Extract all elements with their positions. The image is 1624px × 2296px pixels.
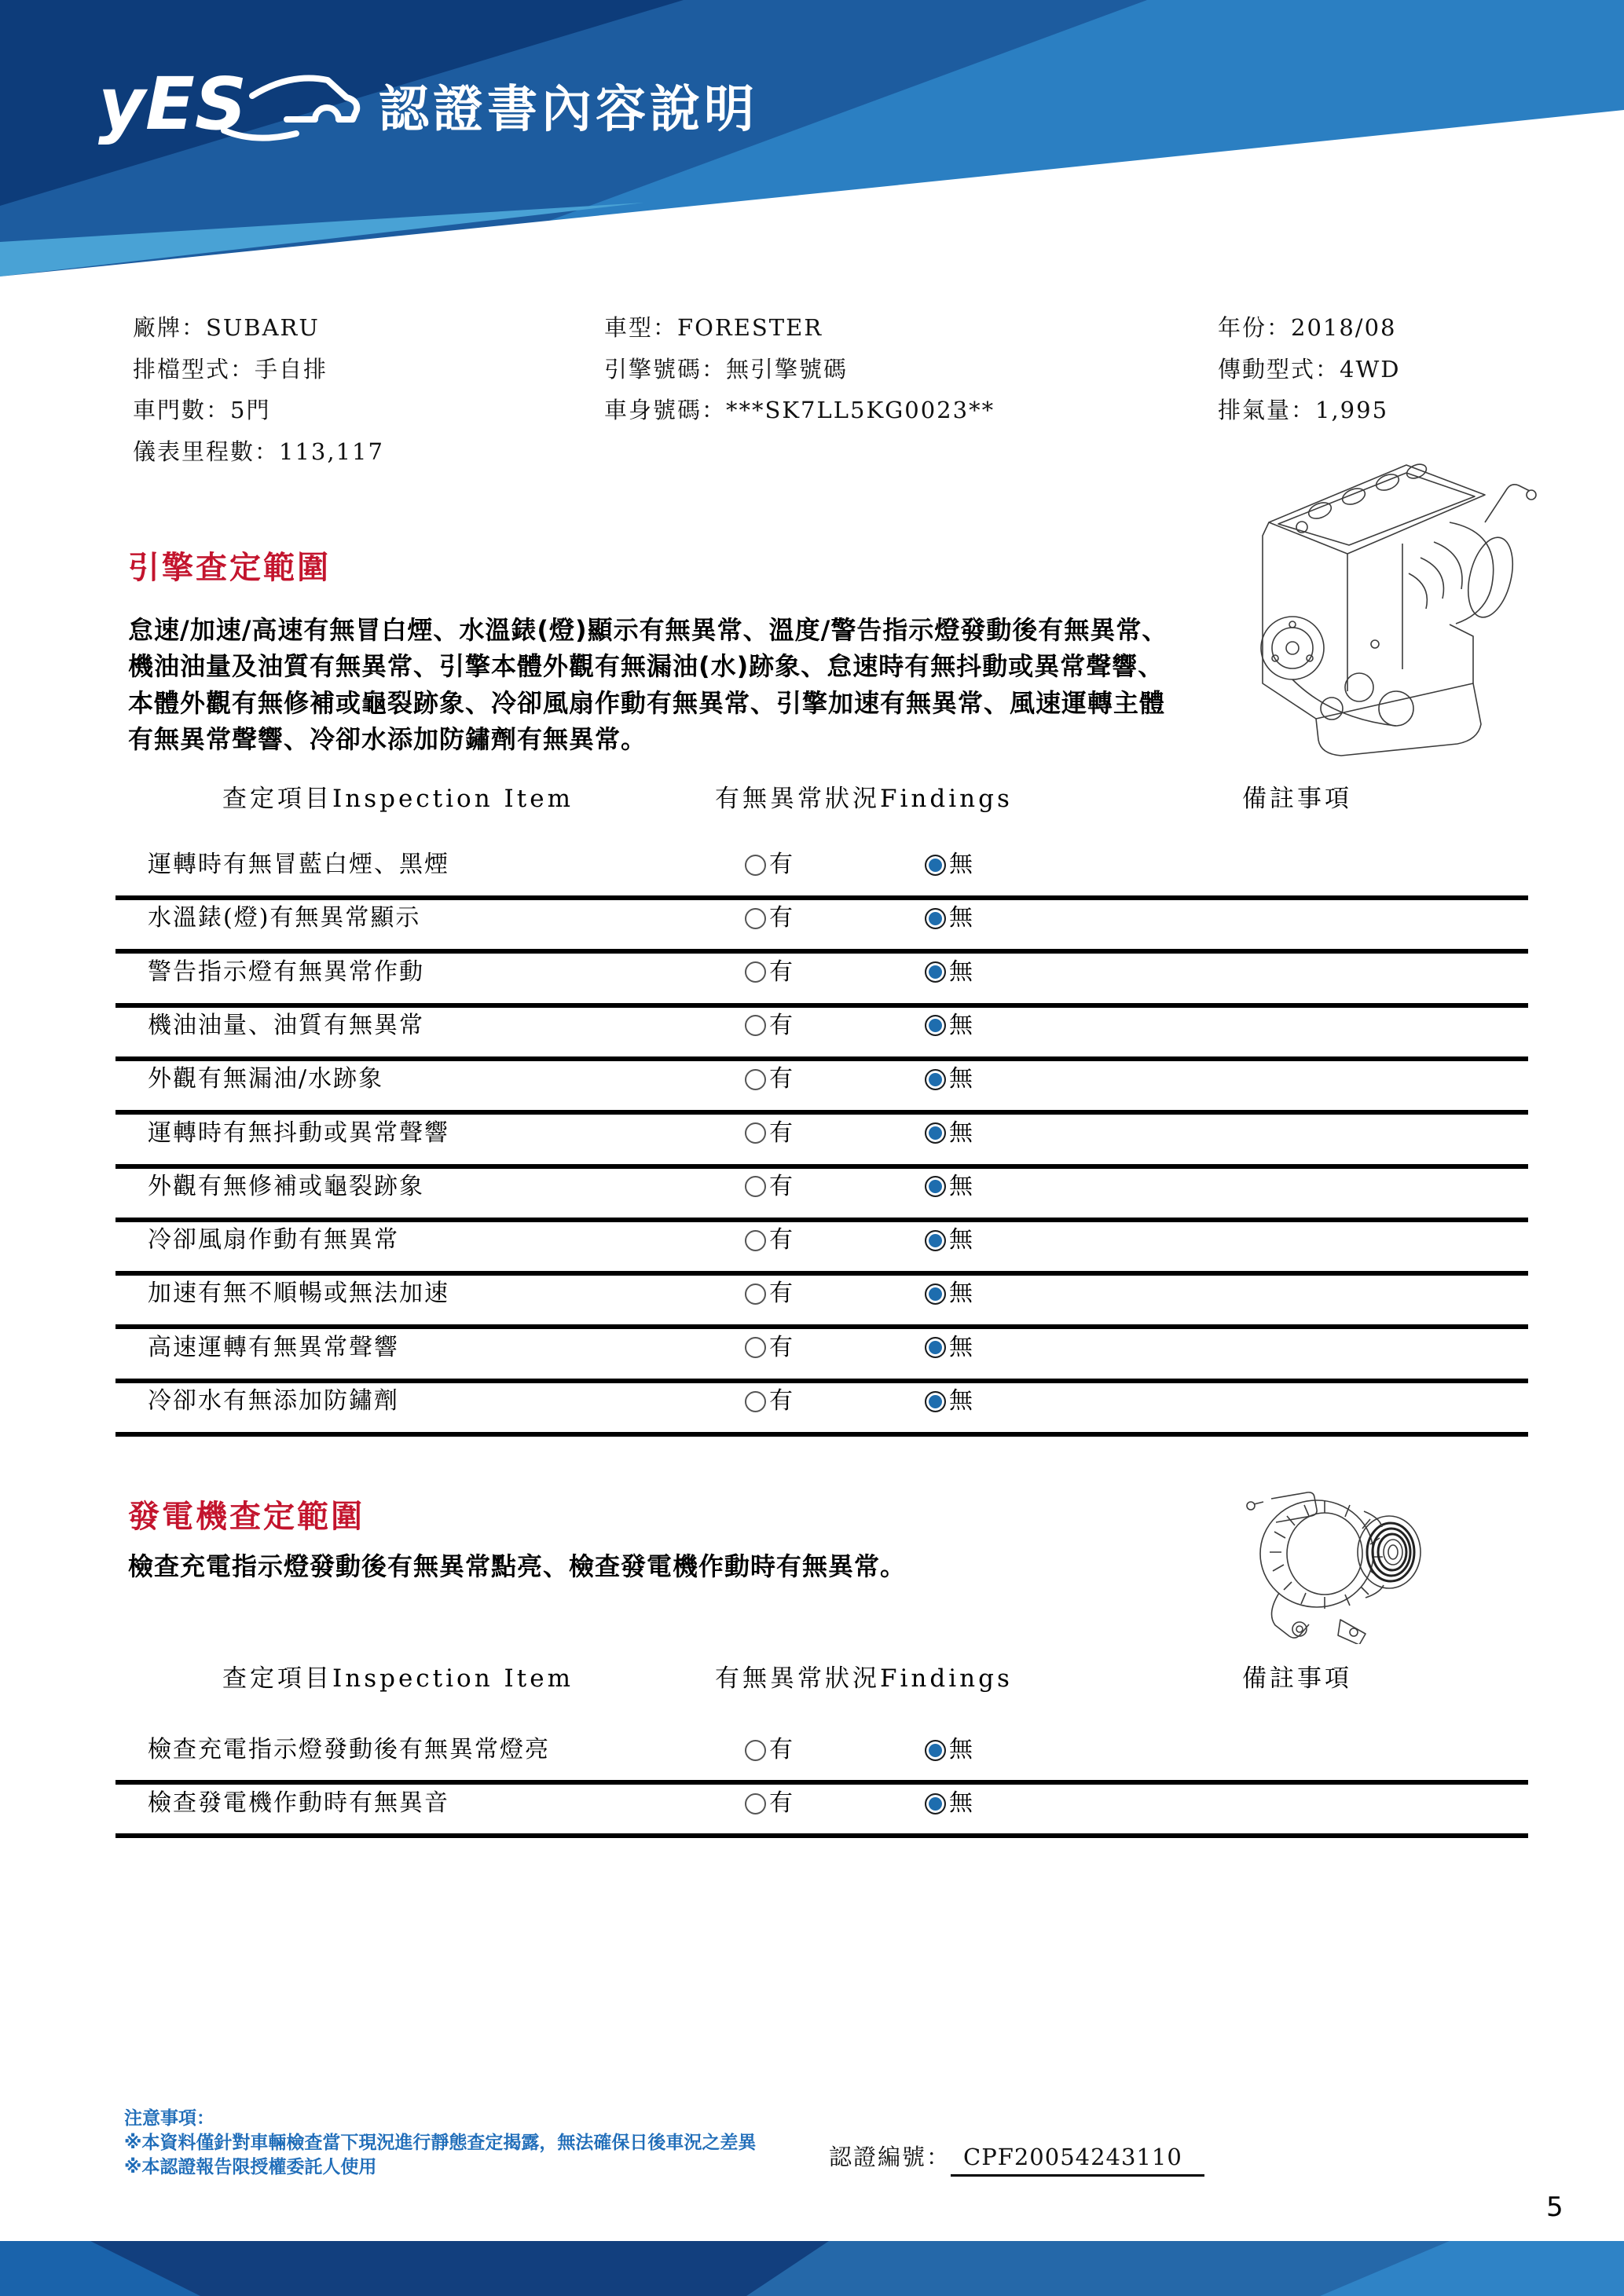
radio-yes (745, 961, 766, 983)
inspection-item-label: 運轉時有無抖動或異常聲響 (148, 1119, 449, 1147)
radio-yes (745, 1176, 766, 1197)
generator-table-header-remarks: 備註事項 (1242, 1664, 1352, 1693)
generator-table-header-findings: 有無異常狀況Findings (715, 1664, 1013, 1693)
radio-yes (745, 1793, 766, 1814)
alternator-illustration (1224, 1475, 1452, 1644)
certificate-number-label: 認證編號： (829, 2144, 951, 2170)
radio-yes (745, 1283, 766, 1305)
row-separator (115, 949, 1528, 954)
vehicle-info-line: 車型：FORESTER (604, 314, 823, 341)
row-separator (115, 1780, 1528, 1785)
radio-yes-label: 有 (769, 1387, 793, 1415)
inspection-item-label: 機油油量、油質有無異常 (148, 1011, 424, 1039)
page-number: 5 (1546, 2192, 1564, 2223)
footer-banner (0, 2241, 1624, 2296)
header-banner (0, 0, 1624, 283)
radio-no-label: 無 (949, 1789, 973, 1817)
inspection-item-label: 冷卻水有無添加防鏽劑 (148, 1387, 399, 1415)
radio-yes-label: 有 (769, 1333, 793, 1361)
row-separator (115, 1164, 1528, 1169)
radio-yes (745, 1015, 766, 1036)
radio-no-selected (925, 1391, 946, 1412)
engine-section-title: 引擎查定範圍 (128, 550, 331, 586)
vehicle-info-line: 排檔型式：手自排 (133, 355, 328, 383)
radio-yes-label: 有 (769, 1119, 793, 1147)
vehicle-info-line: 引擎號碼：無引擎號碼 (604, 355, 849, 383)
vehicle-info-line: 年份：2018/08 (1218, 314, 1397, 341)
radio-no-label: 無 (949, 1065, 973, 1093)
row-separator (115, 1110, 1528, 1115)
radio-yes-label: 有 (769, 904, 793, 932)
radio-yes (745, 1069, 766, 1090)
generator-section-title: 發電機查定範圍 (128, 1499, 365, 1535)
radio-no-label: 無 (949, 1280, 973, 1308)
vehicle-info-line: 儀表里程數：113,117 (133, 438, 384, 465)
row-separator (115, 1324, 1528, 1329)
inspection-item-label: 警告指示燈有無異常作動 (148, 958, 424, 986)
inspection-item-label: 外觀有無修補或龜裂跡象 (148, 1172, 424, 1200)
radio-yes-label: 有 (769, 1011, 793, 1039)
radio-yes (745, 908, 766, 929)
radio-yes-label: 有 (769, 851, 793, 878)
engine-description-line: 本體外觀有無修補或龜裂跡象、冷卻風扇作動有無異常、引擎加速有無異常、風速運轉主體 (128, 687, 1166, 718)
vehicle-info-line: 排氣量：1,995 (1218, 397, 1389, 423)
row-separator (115, 1432, 1528, 1437)
radio-yes-label: 有 (769, 1789, 793, 1817)
page-title: 認證書內容說明 (379, 81, 758, 139)
row-separator (115, 1379, 1528, 1383)
vehicle-info-line: 傳動型式：4WD (1218, 355, 1401, 383)
radio-no-selected (925, 1069, 946, 1090)
radio-no-label: 無 (949, 904, 973, 932)
notes-title: 注意事項： (124, 2108, 214, 2129)
radio-no-selected (925, 961, 946, 983)
row-separator (115, 1003, 1528, 1008)
vehicle-info-line: 車身號碼：***SK7LL5KG0023** (604, 397, 995, 423)
inspection-item-label: 檢查充電指示燈發動後有無異常燈亮 (148, 1736, 550, 1763)
radio-no-label: 無 (949, 958, 973, 986)
inspection-item-label: 水溫錶(燈)有無異常顯示 (148, 904, 421, 932)
radio-no-label: 無 (949, 1172, 973, 1200)
radio-yes-label: 有 (769, 1226, 793, 1254)
generator-table-header-item: 查定項目Inspection Item (222, 1664, 574, 1693)
radio-yes (745, 1230, 766, 1251)
engine-table-header-item: 查定項目Inspection Item (222, 785, 574, 813)
radio-yes-label: 有 (769, 1065, 793, 1093)
row-separator (115, 1056, 1528, 1061)
vehicle-info-line: 廠牌：SUBARU (133, 314, 320, 341)
vehicle-info-line: 車門數：5門 (133, 397, 271, 423)
generator-description-line: 檢查充電指示燈發動後有無異常點亮、檢查發電機作動時有無異常。 (128, 1551, 907, 1581)
radio-no-label: 無 (949, 1226, 973, 1254)
radio-no-selected (925, 1740, 946, 1761)
radio-yes-label: 有 (769, 1172, 793, 1200)
radio-no-selected (925, 1283, 946, 1305)
certificate-number-value: CPF20054243110 (951, 2141, 1204, 2177)
inspection-item-label: 運轉時有無冒藍白煙、黑煙 (148, 851, 449, 878)
engine-illustration (1214, 448, 1544, 758)
yes-logo-text: yES (98, 62, 247, 146)
inspection-item-label: 高速運轉有無異常聲響 (148, 1333, 399, 1361)
inspection-item-label: 外觀有無漏油/水跡象 (148, 1065, 384, 1093)
radio-yes (745, 1740, 766, 1761)
radio-no-label: 無 (949, 1333, 973, 1361)
engine-table-header-remarks: 備註事項 (1242, 785, 1352, 813)
radio-no-selected (925, 1230, 946, 1251)
inspection-item-label: 加速有無不順暢或無法加速 (148, 1280, 449, 1308)
row-separator (115, 1218, 1528, 1222)
note-line: ※本認證報告限授權委託人使用 (124, 2157, 377, 2177)
radio-no-selected (925, 1122, 946, 1144)
radio-no-label: 無 (949, 1119, 973, 1147)
engine-table-header-findings: 有無異常狀況Findings (715, 785, 1013, 813)
row-separator (115, 1271, 1528, 1276)
certificate-number-row (829, 2141, 1204, 2173)
radio-yes-label: 有 (769, 958, 793, 986)
engine-description-line: 機油油量及油質有無異常、引擎本體外觀有無漏油(水)跡象、怠速時有無抖動或異常聲響、 (128, 651, 1164, 682)
radio-no-selected (925, 1176, 946, 1197)
engine-description-line: 怠速/加速/高速有無冒白煙、水溫錶(燈)顯示有無異常、溫度/警告指示燈發動後有無異常、 (128, 615, 1168, 645)
radio-yes (745, 1337, 766, 1358)
radio-yes-label: 有 (769, 1736, 793, 1763)
radio-no-label: 無 (949, 1736, 973, 1763)
engine-description-line: 有無異常聲響、冷卻水添加防鏽劑有無異常。 (128, 724, 647, 755)
radio-no-label: 無 (949, 1387, 973, 1415)
radio-no-selected (925, 1337, 946, 1358)
radio-yes (745, 1391, 766, 1412)
row-separator (115, 895, 1528, 900)
radio-no-selected (925, 1015, 946, 1036)
radio-no-selected (925, 908, 946, 929)
radio-no-label: 無 (949, 1011, 973, 1039)
radio-yes (745, 1122, 766, 1144)
radio-no-label: 無 (949, 851, 973, 878)
radio-no-selected (925, 855, 946, 876)
inspection-item-label: 冷卻風扇作動有無異常 (148, 1226, 399, 1254)
note-line: ※本資料僅針對車輛檢查當下現況進行靜態查定揭露，無法確保日後車況之差異 (124, 2133, 757, 2153)
radio-yes (745, 855, 766, 876)
row-separator (115, 1833, 1528, 1838)
radio-no-selected (925, 1793, 946, 1814)
inspection-item-label: 檢查發電機作動時有無異音 (148, 1789, 449, 1817)
radio-yes-label: 有 (769, 1280, 793, 1308)
